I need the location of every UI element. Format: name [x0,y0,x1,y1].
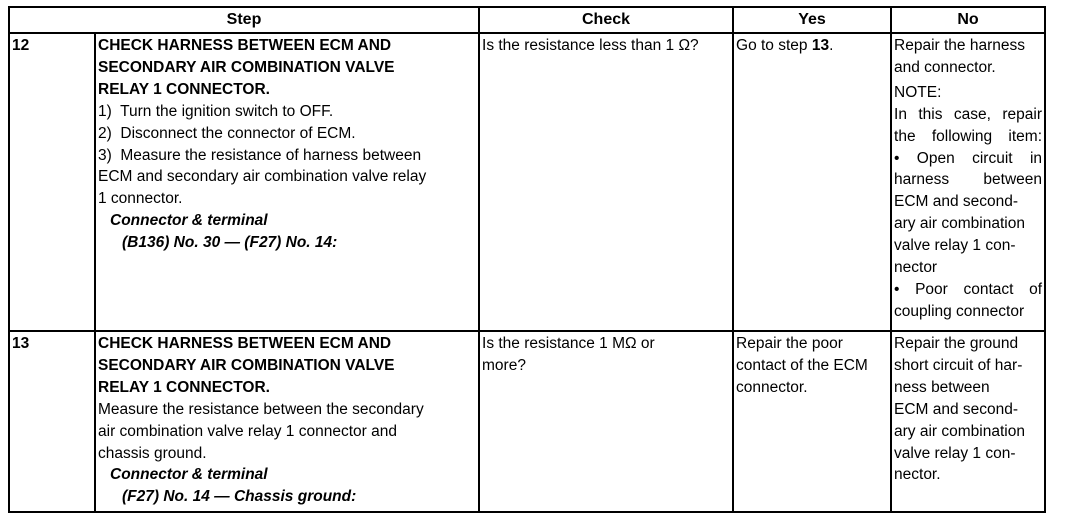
header-check: Check [479,7,733,33]
no-line: Repair the ground [894,335,1019,352]
connector-terminal: (B136) No. 30 — (F27) No. 14: [122,234,338,252]
header-yes: Yes [733,7,891,33]
instruction-line: 3) Measure the resistance of harness between [98,146,422,164]
note-line: In this case, repair [894,105,1043,123]
no-action [891,331,1045,512]
instruction-line: 2) Disconnect the connector of ECM. [98,124,356,142]
no-line: ary air combination [894,422,1025,440]
check-line: Is the resistance 1 MΩ or [482,335,655,352]
yes-action [733,33,891,331]
no-line: and connector. [894,58,996,76]
yes-line: Repair the poor [736,335,843,352]
instruction-line: ECM and secondary air combination valve relay [98,168,427,186]
instruction-line: chassis ground. [98,444,207,462]
table-row [9,33,1045,331]
step-title-line: SECONDARY AIR COMBINATION VALVE [98,58,395,76]
diagnostic-steps-table [8,6,1046,513]
connector-label: Connector & terminal [110,466,268,484]
note-line: nector [894,259,938,277]
check-line: more? [482,356,526,374]
step-title-line: RELAY 1 CONNECTOR. [98,378,270,396]
note-line: ECM and second- [894,193,1019,211]
connector-label: Connector & terminal [110,212,268,230]
instruction-line: 1) Turn the ignition switch to OFF. [98,102,334,120]
step-title-line: CHECK HARNESS BETWEEN ECM AND [98,335,392,352]
step-title-line: CHECK HARNESS BETWEEN ECM AND [98,37,392,54]
connector-terminal: (F27) No. 14 — Chassis ground: [122,488,357,506]
yes-action [733,331,891,512]
note-line: valve relay 1 con- [894,237,1016,255]
step-description [95,331,479,512]
table-row [9,331,1045,512]
header-step: Step [9,7,479,33]
no-line: Repair the harness [894,37,1025,54]
no-line: ness between [894,378,990,396]
no-line: valve relay 1 con- [894,444,1016,462]
check-question [479,331,733,512]
step-number: 13 [9,331,95,512]
table-header-row [9,7,1045,33]
yes-suffix: . [829,37,834,54]
no-line: ECM and second- [894,400,1019,418]
note-label: NOTE: [894,83,942,101]
note-line: the following item: [894,127,1043,145]
no-line: nector. [894,466,941,484]
instruction-line: 1 connector. [98,190,183,208]
no-action [891,33,1045,331]
note-line: ary air combination [894,215,1025,233]
note-line: • Open circuit in [894,149,1043,167]
header-no: No [891,7,1045,33]
instruction-line: air combination valve relay 1 connector and [98,422,397,440]
yes-line: connector. [736,378,808,396]
yes-line: contact of the ECM [736,356,868,374]
yes-text: Go to step [736,37,812,54]
yes-step-link: 13 [811,37,830,54]
step-title-line: SECONDARY AIR COMBINATION VALVE [98,356,395,374]
step-title-line: RELAY 1 CONNECTOR. [98,80,270,98]
step-number: 12 [9,33,95,331]
no-line: short circuit of har- [894,356,1023,374]
note-line: coupling connector [894,302,1025,320]
check-question: Is the resistance less than 1 Ω? [479,33,733,331]
instruction-line: Measure the resistance between the secondary [98,400,424,418]
note-line: • Poor contact of [894,280,1043,298]
note-line: harness between [894,171,1043,189]
step-description [95,33,479,331]
